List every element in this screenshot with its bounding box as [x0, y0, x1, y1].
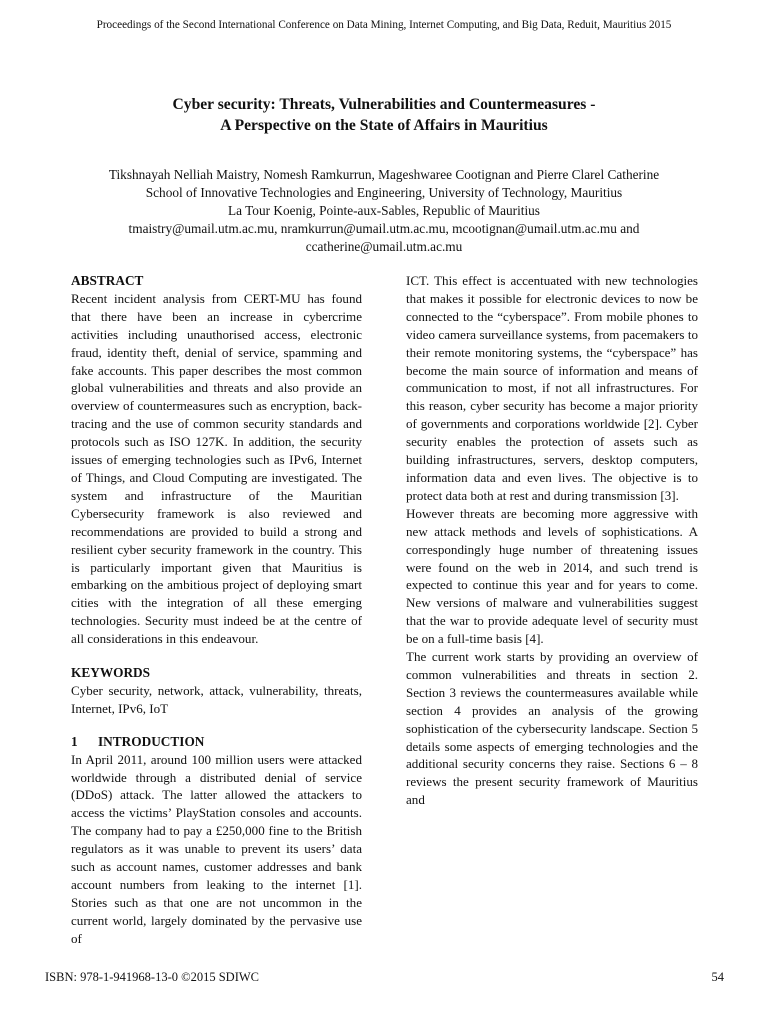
affiliation: School of Innovative Technologies and Engineering, University of Technology, Mauritius	[145, 185, 623, 200]
introduction-paragraph-1-cont	[406, 272, 698, 505]
introduction-heading	[71, 733, 362, 751]
keywords-text: Cyber security, network, attack, vulnerability, threats, Internet, IPv6, IoT	[71, 682, 362, 716]
author-block	[0, 166, 768, 256]
section-title: INTRODUCTION	[98, 733, 205, 749]
left-column	[71, 272, 362, 948]
isbn-footer: ISBN: 978-1-941968-13-0 ©2015 SDIWC	[45, 970, 260, 984]
keywords-heading: KEYWORDS	[71, 665, 151, 681]
title-line-1: Cyber security: Threats, Vulnerabilities and Countermeasures -	[172, 96, 596, 113]
paper-title	[0, 94, 768, 136]
author-names: Tikshnayah Nelliah Maistry, Nomesh Ramkurrun, Mageshwaree Cootignan and Pierre Clarel Catherine	[108, 167, 660, 182]
introduction-paragraph-2: However threats are becoming more aggressive with new attack methods and levels of sophistications. A correspondingly huge number of threatening issues were found on the web in 2014, and such trend is expected to continue this year and for years to come. New versions of malware and vulnerabilities suggest that the war to provide adequate level of security must be on a full-time basis [4].	[406, 505, 698, 647]
proceedings-header: Proceedings of the Second International Conference on Data Mining, Internet Computing, and Big Data, Reduit, Mauritius 2015	[96, 19, 672, 31]
emails-line-2: ccatherine@umail.utm.ac.mu	[305, 239, 463, 254]
introduction-paragraph-3: The current work starts by providing an overview of common vulnerabilities and threats in section 2. Section 3 reviews the countermeasures available while section 4 provides an analysis of the growing sophistication of the cybersecurity landscape. Section 5 details some aspects of emerging technologies and the additional security concerns they raise. Sections 6 – 8 reviews the present security framework of Mauritius and	[406, 649, 698, 808]
section-number: 1	[71, 733, 78, 749]
address: La Tour Koenig, Pointe-aux-Sables, Republic of Mauritius	[228, 203, 540, 218]
intro-para-1-start: In April 2011, around 100 million users were attacked worldwide through a distributed denial of service (DDoS) attack. The latter allowed the attackers to access the victims’ PlayStation consoles and accounts. The company had to pay a £250,000 fine to the British regulators as it was unable to prevent its users’ data such as account names, customer addresses and bank account numbers from leaking to the internet [1]. Stories such as that one are not uncommon in the current world, largely dominated by the pervasive use of	[71, 751, 362, 946]
abstract-heading: ABSTRACT	[71, 273, 144, 288]
emails-line-1: tmaistry@umail.utm.ac.mu, nramkurrun@umail.utm.ac.mu, mcootignan@umail.utm.ac.mu and	[128, 221, 640, 236]
introduction-paragraph-1	[71, 751, 362, 948]
intro-para-1-end: ICT. This effect is accentuated with new technologies that makes it possible for electronic devices to now be connected to the “cyberspace”. From mobile phones to video camera surveillance systems, from pacemakers to their remote monitoring systems, the “cyberspace” has become the main source of information and means of communication to most, if not all infrastructures. For this reason, cyber security has become a major priority of governments and corporations worldwide [2]. Cyber security enables the protection of assets such as building infrastructures, servers, desktop computers, information data and even lives. The objective is to protect data both at rest and during transmission [3].	[406, 273, 698, 503]
abstract-text: Recent incident analysis from CERT-MU has found that there have been an increase in cybercrime activities including unauthorised access, electronic fraud, identity theft, denial of service, spamming and fake accounts. This paper describes the most common global vulnerabilities and threats and also provide an overview of countermeasures such as encryption, back-tracing and the use of common security standards and protocols such as ISO 127K. In addition, the security issues of emerging technologies such as IPv6, Internet of Things, and Cloud Computing are investigated. The system and infrastructure of the Mauritian Cybersecurity framework is also reviewed and recommendations are provided to build a strong and resilient cyber security framework in the country. This is particularly important given that Mauritius is embarking on the ambitious project of deploying smart cities with the integration of all these emerging technologies. Security must indeed be at the centre of all considerations in this endeavour.	[71, 290, 362, 647]
right-column	[406, 272, 698, 809]
title-line-2: A Perspective on the State of Affairs in Mauritius	[220, 117, 548, 134]
page-number: 54	[711, 970, 724, 984]
